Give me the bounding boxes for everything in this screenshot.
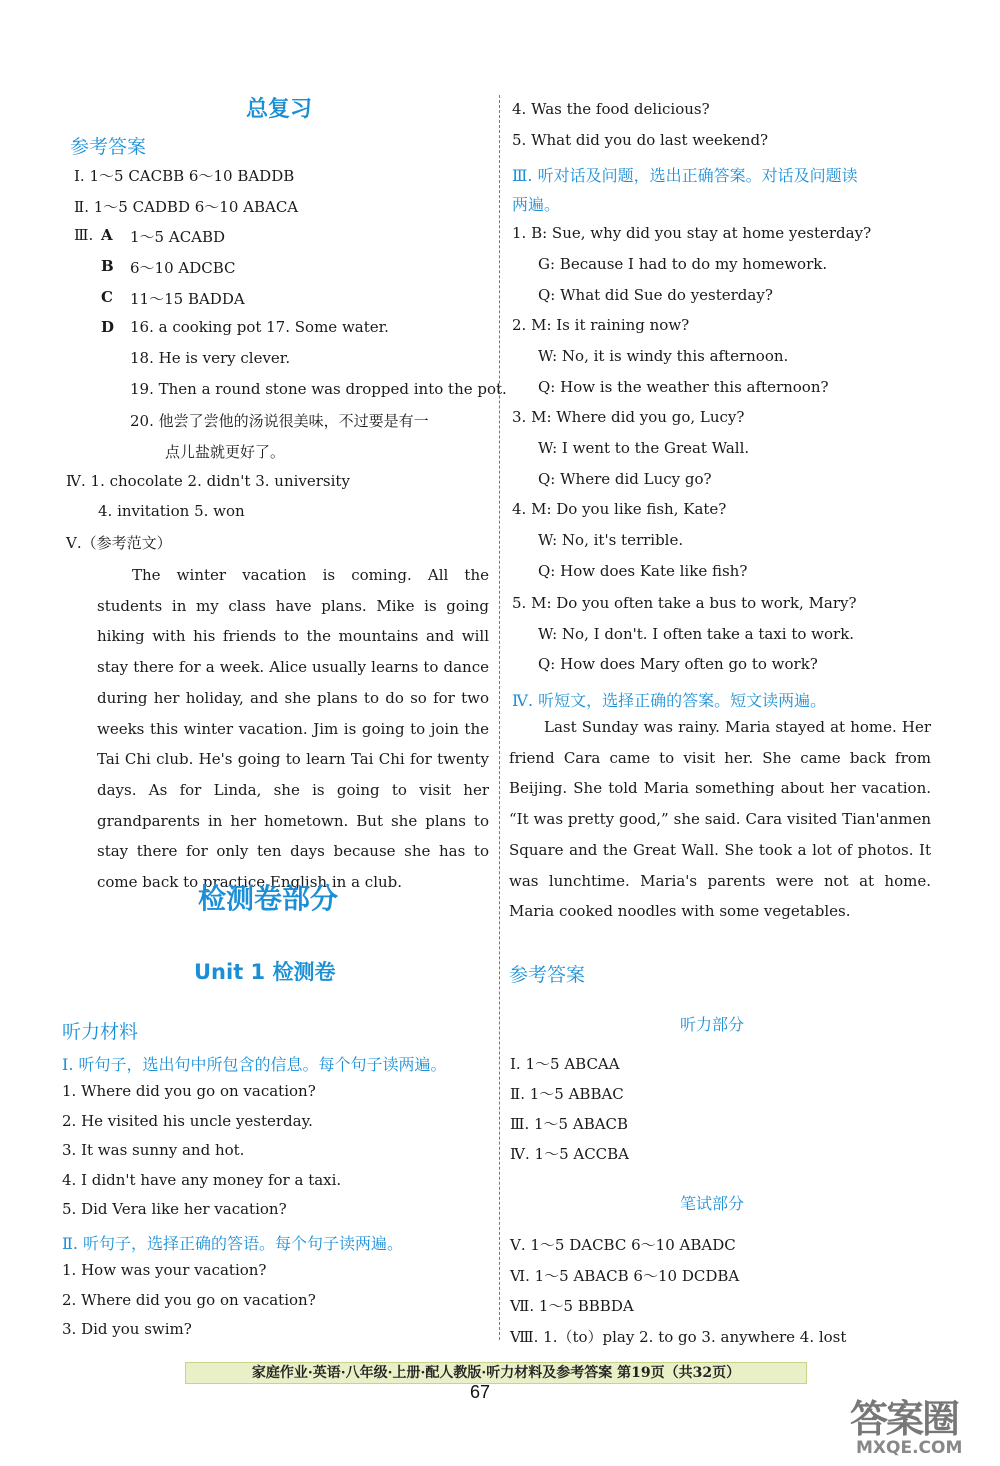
- review-answers-3d: 16. a cooking pot 17. Some water.: [130, 318, 389, 336]
- answer-row: Ⅶ. 1～5 BBBDA: [510, 1297, 634, 1315]
- review-answer-18: 18. He is very clever.: [130, 349, 291, 367]
- answer-row: Ⅳ. 1～5 ACCBA: [510, 1145, 630, 1163]
- footer-band: 家庭作业·英语·八年级·上册·配人教版·听力材料及参考答案 第19页（共32页）: [185, 1362, 807, 1384]
- listening-passage: Last Sunday was rainy. Maria stayed at home. Her friend Cara came to visit her. She came back from Beijing. She told Maria something about her vacation. “It was pretty good,” she said. Cara visited Tian'anmen Square and the Great Wall. She took a lot of photos. It was lunchtime. Maria's parents were not at home. Maria cooked noodles with some vegetables.: [509, 718, 931, 921]
- list-item: 3. It was sunny and hot.: [62, 1141, 245, 1159]
- written-part-heading: 笔试部分: [680, 1194, 745, 1213]
- dialog-line: W: No, it is windy this afternoon.: [538, 347, 789, 365]
- dialog-line: Q: What did Sue do yesterday?: [538, 286, 773, 304]
- review-answers-3a: 1～5 ACABD: [130, 228, 226, 246]
- dialog-line: Q: Where did Lucy go?: [538, 470, 712, 488]
- section-3-heading: Ⅲ. 听对话及问题，选出正确答案。对话及问题读: [512, 166, 858, 185]
- unit-title: Unit 1 检测卷: [194, 960, 336, 984]
- dialog-line: W: No, it's terrible.: [538, 531, 684, 549]
- watermark-logo: [850, 1388, 990, 1460]
- answer-row: Ⅱ. 1～5 ABBAC: [510, 1085, 624, 1103]
- list-item: 2. Where did you go on vacation?: [62, 1291, 316, 1309]
- section-3-heading-cont: 两遍。: [512, 195, 561, 214]
- review-answers-3b-letter: B: [101, 257, 114, 275]
- sample-essay: The winter vacation is coming. All the students in my class have plans. Mike is going hiking with his friends to the mountains and will stay there for a week. Alice usually learns to dance during her holiday, and she plans to do so for two weeks this winter vacation. Jim is going to join the Tai Chi club. He's going to learn Tai Chi for twenty days. As for Linda, she is going to visit her grandparents in her hometown. But she plans to stay there for only ten days because she has to come back to practice English in a club.: [97, 566, 489, 892]
- review-answers-3-num: Ⅲ.: [74, 226, 94, 244]
- review-answers-5-heading: Ⅴ.（参考范文）: [66, 534, 172, 552]
- list-item: 2. He visited his uncle yesterday.: [62, 1112, 313, 1130]
- section-1-heading: Ⅰ. 听句子，选出句中所包含的信息。每个句子读两遍。: [62, 1055, 447, 1074]
- review-answers-3c: 11～15 BADDA: [130, 290, 245, 308]
- review-title: 总复习: [246, 97, 313, 122]
- answer-row: Ⅵ. 1～5 ABACB 6～10 DCDBA: [510, 1267, 740, 1285]
- dialog-line: 2. M: Is it raining now?: [512, 316, 690, 334]
- review-answer-19: 19. Then a round stone was dropped into the pot.: [130, 380, 507, 398]
- list-item: 3. Did you swim?: [62, 1320, 192, 1338]
- review-answers-2: Ⅱ. 1～5 CADBD 6～10 ABACA: [74, 198, 299, 216]
- review-answers-4b: 4. invitation 5. won: [98, 502, 245, 520]
- review-answer-20b: 点儿盐就更好了。: [165, 443, 286, 461]
- answer-heading-right: 参考答案: [509, 964, 586, 986]
- answer-row: Ⅷ. 1.（to）play 2. to go 3. anywhere 4. lost: [510, 1328, 847, 1346]
- review-answers-3b: 6～10 ADCBC: [130, 259, 236, 277]
- answer-row: Ⅴ. 1～5 DACBC 6～10 ABADC: [510, 1236, 736, 1254]
- list-item: 5. What did you do last weekend?: [512, 131, 769, 149]
- watermark-url: MXQE.COM: [856, 1438, 963, 1458]
- dialog-line: W: I went to the Great Wall.: [538, 439, 750, 457]
- answer-row: Ⅰ. 1～5 ABCAA: [510, 1055, 620, 1073]
- watermark-text: 答案圈: [850, 1397, 959, 1441]
- review-answers-3a-letter: A: [101, 226, 113, 244]
- review-answers-1: Ⅰ. 1～5 CACBB 6～10 BADDB: [74, 167, 295, 185]
- review-answer-20a: 20. 他尝了尝他的汤说很美味，不过要是有一: [130, 412, 429, 430]
- page-number: 67: [470, 1382, 491, 1402]
- dialog-line: G: Because I had to do my homework.: [538, 255, 828, 273]
- list-item: 1. How was your vacation?: [62, 1261, 267, 1279]
- column-divider: [499, 95, 500, 1340]
- dialog-line: Q: How is the weather this afternoon?: [538, 378, 829, 396]
- dialog-line: Q: How does Kate like fish?: [538, 562, 748, 580]
- list-item: 4. Was the food delicious?: [512, 100, 710, 118]
- list-item: 4. I didn't have any money for a taxi.: [62, 1171, 342, 1189]
- section-4-heading: Ⅳ. 听短文，选择正确的答案。短文读两遍。: [512, 691, 827, 710]
- answer-row: Ⅲ. 1～5 ABACB: [510, 1115, 629, 1133]
- dialog-line: 5. M: Do you often take a bus to work, Mary?: [512, 594, 857, 612]
- dialog-line: Q: How does Mary often go to work?: [538, 655, 818, 673]
- list-item: 1. Where did you go on vacation?: [62, 1082, 316, 1100]
- dialog-line: 3. M: Where did you go, Lucy?: [512, 408, 745, 426]
- test-section-title: 检测卷部分: [198, 882, 339, 915]
- dialog-line: W: No, I don't. I often take a taxi to work.: [538, 625, 855, 643]
- list-item: 5. Did Vera like her vacation?: [62, 1200, 287, 1218]
- review-answers-3d-letter: D: [101, 318, 115, 336]
- listening-part-heading: 听力部分: [680, 1015, 745, 1034]
- review-answers-4a: Ⅳ. 1. chocolate 2. didn't 3. university: [66, 472, 350, 490]
- answer-heading-left: 参考答案: [70, 136, 147, 158]
- dialog-line: 1. B: Sue, why did you stay at home yesterday?: [512, 224, 872, 242]
- section-2-heading: Ⅱ. 听句子，选择正确的答语。每个句子读两遍。: [62, 1234, 404, 1253]
- listening-heading: 听力材料: [62, 1021, 139, 1043]
- review-answers-3c-letter: C: [101, 288, 113, 306]
- dialog-line: 4. M: Do you like fish, Kate?: [512, 500, 727, 518]
